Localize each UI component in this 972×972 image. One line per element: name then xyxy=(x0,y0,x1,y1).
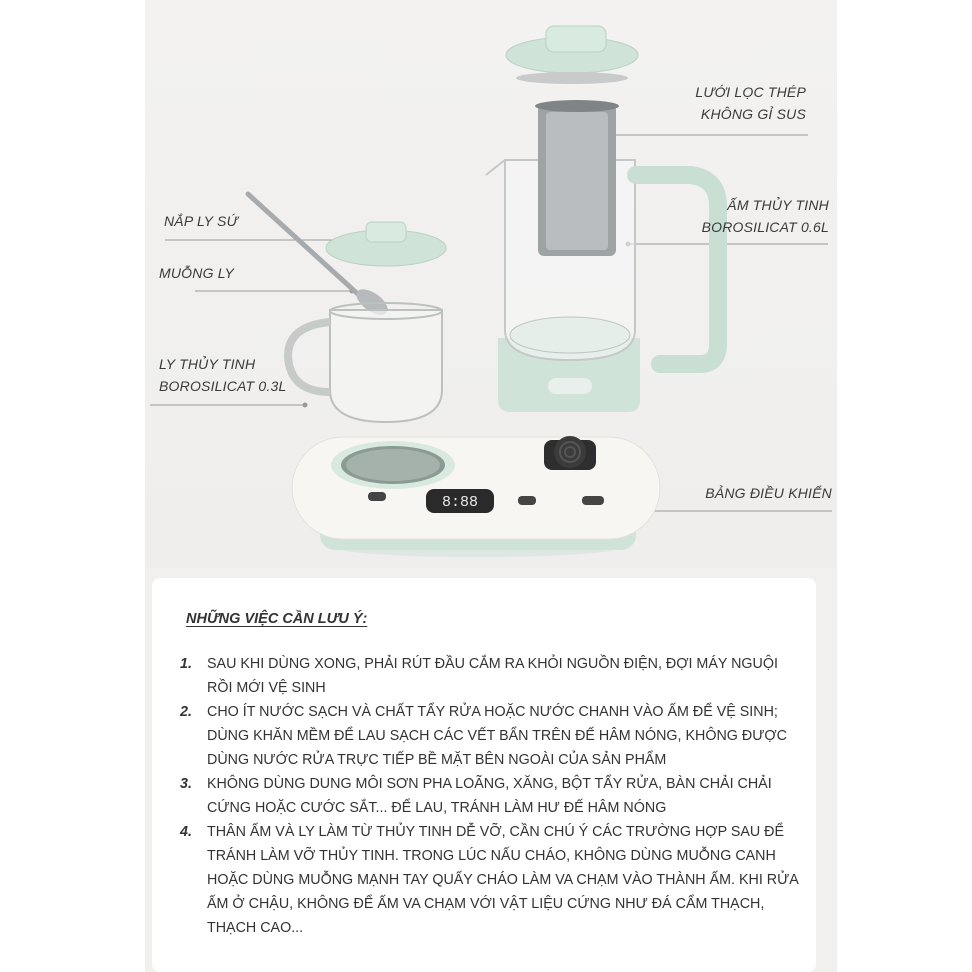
note-text: CHO ÍT NƯỚC SẠCH VÀ CHẤT TẨY RỬA HOẶC NƯỚC CHANH VÀO ẤM ĐỂ VỆ SINH; DÙNG KHĂN MỀM ĐỂ LAU SẠCH CÁC VẾT BẨN TRÊN ĐẾ HÂM NÓNG, KHÔNG ĐƯỢC DÙNG NƯỚC RỬA TRỰC TIẾP BỀ MẶT BÊN NGOÀI CỦA SẢN PHẨM xyxy=(207,704,788,768)
note-text: THÂN ẤM VÀ LY LÀM TỪ THỦY TINH DỄ VỠ, CẦN CHÚ Ý CÁC TRƯỜNG HỢP SAU ĐỂ TRÁNH LÀM VỠ THỦY TINH. TRONG LÚC NẤU CHÁO, KHÔNG DÙNG MUỖNG CANH HOẶC DÙNG MUỖNG MẠNH TAY QUẤY CHÁO LÀM VA CHẠM VÀO THÀNH ẤM. KHI RỬA ẤM Ở CHẬU, KHÔNG ĐỂ ẤM VA CHẠM VỚI VẬT LIỆU CỨNG NHƯ ĐÁ CẨM THẠCH, THẠCH CAO... xyxy=(207,824,799,936)
label-kettle-line-1: ẤM THỦY TINH xyxy=(727,197,829,213)
note-text: KHÔNG DÙNG DUNG MÔI SƠN PHA LOÃNG, XĂNG, BỘT TẨY RỬA, BÀN CHẢI CHẢI CỨNG HOẶC CƯỚC SẮT... ĐỂ LAU, TRÁNH LÀM HƯ ĐẾ HÂM NÓNG xyxy=(207,776,772,816)
label-kettle-line-2: BOROSILICAT 0.6L xyxy=(701,219,829,235)
note-item xyxy=(180,772,800,820)
notes-list xyxy=(180,652,800,940)
label-spoon xyxy=(159,262,234,284)
label-filter-line-1: LƯỚI LỌC THÉP xyxy=(695,84,806,100)
label-spoon-text: MUỖNG LY xyxy=(159,265,234,281)
label-cup-line-2: BOROSILICAT 0.3L xyxy=(159,378,287,394)
note-number: 2. xyxy=(180,704,192,720)
note-item xyxy=(180,652,800,700)
label-filter-line-2: KHÔNG GỈ SUS xyxy=(700,106,806,122)
label-cup-lid-text: NẮP LY SỨ xyxy=(164,213,238,229)
cup-lid xyxy=(326,222,446,266)
label-control-panel xyxy=(705,482,832,504)
glass-cup xyxy=(288,303,442,422)
note-number: 3. xyxy=(180,776,192,792)
kettle xyxy=(486,26,718,412)
notes-box xyxy=(152,578,816,972)
control-base xyxy=(292,436,660,557)
note-item xyxy=(180,820,800,940)
label-cup-line-1: LY THỦY TINH xyxy=(159,356,256,372)
note-item xyxy=(180,700,800,772)
notes-title: NHỮNG VIỆC CẦN LƯU Ý: xyxy=(186,611,368,627)
note-number: 1. xyxy=(180,656,192,672)
label-cup xyxy=(159,353,286,397)
label-cup-lid xyxy=(164,210,238,232)
svg-text:8:88: 8:88 xyxy=(441,494,479,511)
label-control-panel-text: BẢNG ĐIỀU KHIỂN xyxy=(705,485,832,501)
label-filter xyxy=(695,81,806,125)
note-number: 4. xyxy=(180,824,192,840)
note-text: SAU KHI DÙNG XONG, PHẢI RÚT ĐẦU CẮM RA KHỎI NGUỒN ĐIỆN, ĐỢI MÁY NGUỘI RỒI MỚI VỆ SINH xyxy=(207,656,778,696)
label-kettle xyxy=(702,194,829,238)
